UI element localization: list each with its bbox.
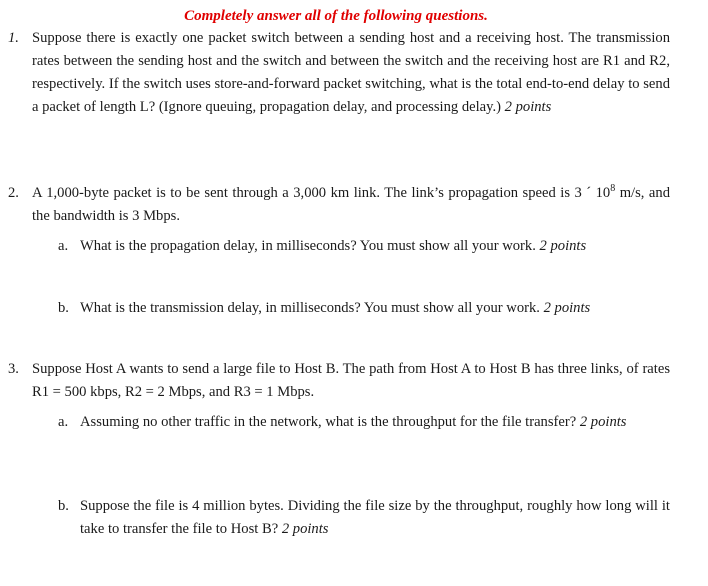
question-3b <box>80 495 670 541</box>
question-2b <box>80 297 670 320</box>
question-1-number: 1. <box>8 30 19 46</box>
question-3b-points: 2 points <box>281 521 329 537</box>
question-2-text: A 1,000-byte packet is to be sent through a 3,000 km link. The link’s propagation speed is 3 ´ 10 <box>32 185 611 201</box>
question-3-number: 3. <box>8 361 19 377</box>
question-1-points: 2 points <box>504 99 552 115</box>
question-2a <box>80 235 670 258</box>
question-2a-text: What is the propagation delay, in milliseconds? You must show all your work. <box>80 238 536 254</box>
question-1 <box>32 27 670 119</box>
question-2-text-end: m/s, and the bandwidth is 3 Mbps. <box>32 185 670 224</box>
question-3a-letter: a. <box>58 414 69 430</box>
question-2-number: 2. <box>8 185 19 201</box>
question-3b-text: Suppose the file is 4 million bytes. Dividing the file size by the throughput, roughly how long will it take to transfer the file to Host B? <box>80 498 670 537</box>
question-2-exponent: 8 <box>610 183 616 194</box>
question-2b-text: What is the transmission delay, in milliseconds? You must show all your work. <box>80 300 540 316</box>
question-3 <box>32 358 670 404</box>
instructions-heading: Completely answer all of the following questions. <box>184 8 488 24</box>
question-2b-letter: b. <box>58 300 69 316</box>
question-2 <box>32 182 670 228</box>
question-3a <box>80 411 670 434</box>
question-2a-letter: a. <box>58 238 69 254</box>
question-2b-points: 2 points <box>543 300 591 316</box>
question-3a-text: Assuming no other traffic in the network, what is the throughput for the file transfer? <box>80 414 577 430</box>
question-2a-points: 2 points <box>539 238 587 254</box>
question-3a-points: 2 points <box>579 414 627 430</box>
question-3b-letter: b. <box>58 498 69 514</box>
question-1-text: Suppose there is exactly one packet switch between a sending host and a receiving host. The transmission rates between the sending host and the switch and between the switch and the receiving host are R1 and R2, respectively. If the switch uses store-and-forward packet switching, what is the total end-to-end delay to send a packet of length L? (Ignore queuing, propagation delay, and processing delay.) <box>32 30 670 115</box>
question-3-text: Suppose Host A wants to send a large file to Host B. The path from Host A to Host B has three links, of rates R1 = 500 kbps, R2 = 2 Mbps, and R3 = 1 Mbps. <box>32 361 670 400</box>
